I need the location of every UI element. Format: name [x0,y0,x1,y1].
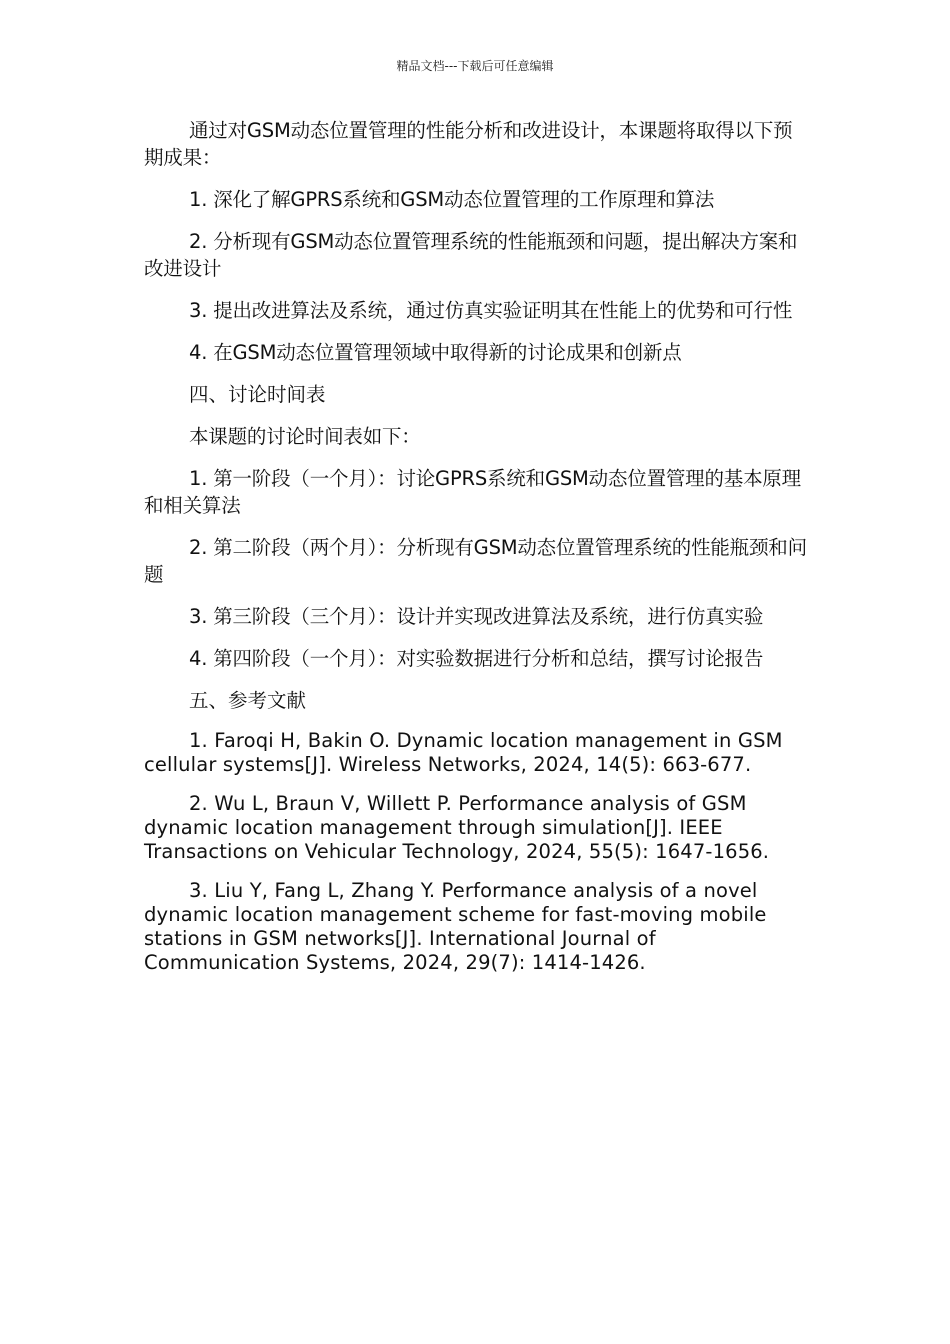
outcome-item: 4. 在GSM动态位置管理领域中取得新的讨论成果和创新点 [189,341,682,364]
outcome-item: 1. 深化了解GPRS系统和GSM动态位置管理的工作原理和算法 [189,188,715,211]
page-header: 精品文档---下载后可任意编辑 [396,59,554,73]
reference-item: 2. Wu L, Braun V, Willett P. Performance analysis of GSM dynamic location management through simulation[J]. IEEE Transactions on Vehicular Technology, 2024, 55(5): 1647-1656. [144,792,770,863]
schedule-item: 1. 第一阶段（一个月）：讨论GPRS系统和GSM动态位置管理的基本原理和相关算法 [144,467,801,517]
schedule-item: 4. 第四阶段（一个月）：对实验数据进行分析和总结，撰写讨论报告 [189,647,764,670]
intro-paragraph: 通过对GSM动态位置管理的性能分析和改进设计，本课题将取得以下预期成果： [144,119,793,169]
outcome-item: 2. 分析现有GSM动态位置管理系统的性能瓶颈和问题，提出解决方案和改进设计 [144,230,798,280]
reference-item: 3. Liu Y, Fang L, Zhang Y. Performance analysis of a novel dynamic location management scheme for fast-moving mobile stations in GSM networks[J]. International Journal of Communication Systems, 2024, 29(7): 1414-1426. [144,879,767,974]
reference-item: 1. Faroqi H, Bakin O. Dynamic location management in GSM cellular systems[J]. Wireless Networks, 2024, 14(5): 663-677. [144,729,783,776]
schedule-item: 3. 第三阶段（三个月）：设计并实现改进算法及系统，进行仿真实验 [189,605,764,628]
document-body [144,117,810,990]
outcome-item: 3. 提出改进算法及系统，通过仿真实验证明其在性能上的优势和可行性 [189,299,793,322]
schedule-intro: 本课题的讨论时间表如下： [189,425,421,448]
section-heading-schedule: 四、讨论时间表 [189,383,326,406]
schedule-item: 2. 第二阶段（两个月）：分析现有GSM动态位置管理系统的性能瓶颈和问题 [144,536,807,586]
section-heading-references: 五、参考文献 [189,689,307,712]
